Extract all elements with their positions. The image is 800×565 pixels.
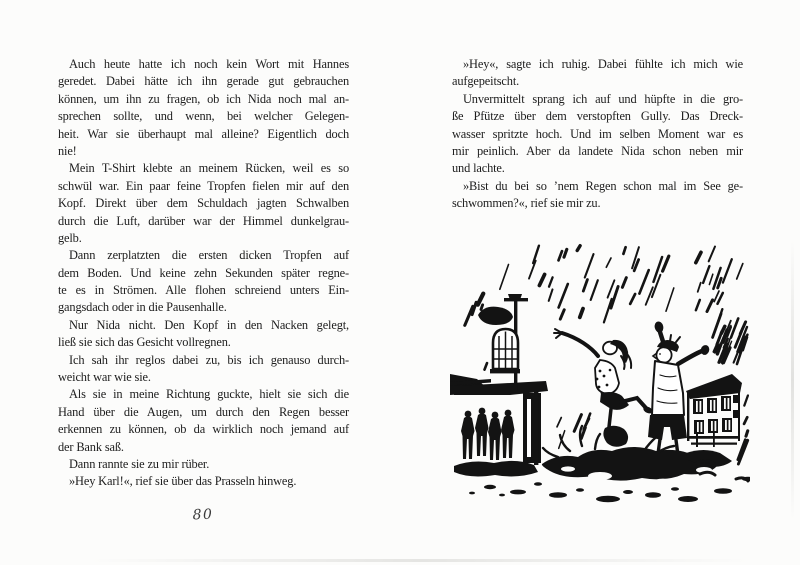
text-line: und lachte. [452, 161, 505, 176]
t-shirt [652, 361, 684, 415]
shorts [648, 415, 687, 440]
text-line: können, um ihn zu fragen, ob ich Nida noch mal an- [58, 91, 349, 106]
girl-figure [554, 329, 654, 447]
page-edge-shadow-right [791, 240, 794, 520]
text-line: Dann rannte sie zu mir rüber. [69, 456, 210, 471]
text-line: durch die Luft, darüber war der Himmel dunkelgrau- [58, 213, 349, 228]
text-line: sprechen sollte, und wenn, bei welcher Gelegen- [58, 109, 349, 124]
text-line: gelb. [58, 230, 82, 245]
text-line: Kopf. Direkt über dem Schuldach jagten Schwalben [58, 196, 349, 211]
page-edge-shadow-bottom [90, 559, 750, 562]
foliage-blob [478, 307, 513, 325]
text-line: schwül war. Ein paar feine Tropfen fielen mir auf den [58, 178, 349, 193]
rain-illustration-svg [450, 243, 750, 507]
text-line: Als sie in meine Richtung guckte, hielt sie sich die [69, 387, 349, 402]
houses-right [686, 374, 742, 447]
text-line: »Hey«, sagte ich ruhig. Dabei fühlte ich mich wie [463, 57, 743, 71]
text-line: wasser spritzte hoch. Und im selben Moment war es [452, 126, 743, 141]
text-line: erkennen zu können, ob da wirklich noch jemand auf [58, 422, 349, 437]
awning-post [534, 392, 538, 465]
text-line: te es in Strömen. Alle flohen schreiend unters Ein- [58, 283, 349, 298]
text-line: der Bank saß. [58, 439, 124, 454]
onlookers [461, 408, 515, 460]
text-line: »Bist du bei so ’nem Regen schon mal im See ge- [463, 178, 743, 193]
text-line: Auch heute hatte ich noch kein Wort mit Hannes [69, 57, 349, 71]
text-line: dem Boden. Und keine zehn Sekunden später regne- [58, 265, 349, 280]
text-line: ließ sie sich das Gesicht vollregnen. [58, 335, 231, 350]
text-line: Ich sah ihr reglos dabei zu, bis ich genauso durch- [69, 352, 349, 367]
text-line: Hand über die Augen, um durch den Regen besser [58, 404, 349, 419]
raised-fist [653, 321, 664, 334]
text-line: geredet. Dabei hätte ich ihn gerade gut gebrauchen [58, 74, 349, 89]
rain-illustration [450, 243, 750, 507]
text-line: nie! [58, 143, 77, 158]
right-page-text [452, 56, 743, 213]
page-number: 80 [192, 506, 214, 524]
text-line: mir peinlich. Aber da landete Nida schon neben mir [452, 143, 743, 158]
text-line: Unvermittelt sprang ich auf und hüpfte in die gro- [463, 91, 743, 106]
text-line: gangsdach oder in die Pausenhalle. [58, 300, 227, 315]
text-line: Nur Nida nicht. Den Kopf in den Nacken gelegt, [69, 317, 349, 332]
text-line: aufgepeitscht. [452, 74, 520, 89]
left-page-text [58, 56, 349, 491]
text-line: heit. War sie überhaupt mal alleine? Eigentlich doch [58, 126, 349, 141]
text-line: schwommen?«, rief sie mir zu. [452, 196, 601, 211]
text-line: ße Pfütze über dem verstopften Gully. Das Dreck- [452, 109, 743, 124]
text-line: Dann zerplatzten die ersten dicken Tropfen auf [69, 248, 349, 263]
text-line: »Hey Karl!«, rief sie über das Prasseln hinweg. [69, 474, 297, 489]
text-line: weicht war wie sie. [58, 370, 151, 385]
text-line: Mein T-Shirt klebte an meinem Rücken, weil es so [69, 161, 349, 176]
